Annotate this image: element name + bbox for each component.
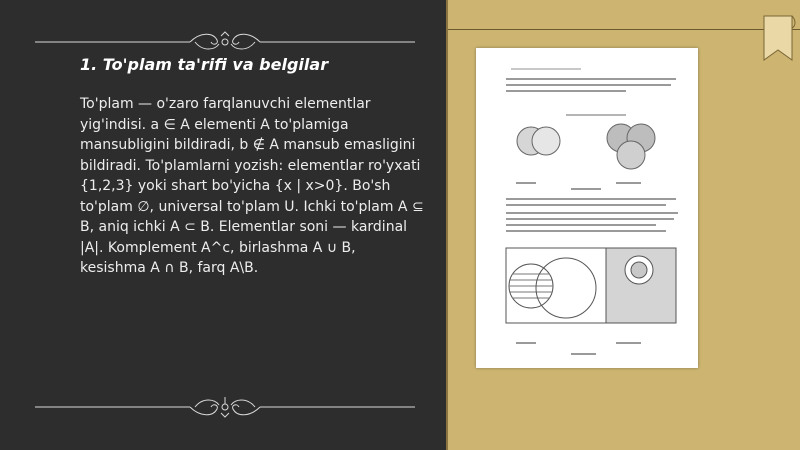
slide-title: 1. To'plam ta'rifi va belgilar xyxy=(80,55,329,74)
document-figure xyxy=(476,48,698,368)
header-rule xyxy=(448,29,800,30)
document-page-image xyxy=(476,48,698,368)
bottom-ornament-icon xyxy=(35,395,415,419)
page-ribbon-icon xyxy=(760,14,796,64)
top-ornament-icon xyxy=(35,30,415,54)
slide-body-text: To'plam — o'zaro farqlanuvchi elementlar yig'indisi. a ∈ A elementi A to'plamiga mansubligini bildiradi, b ∉ A mansub emasligini bildiradi. To'plamlarni yozish: elementlar ro'yxati {1,2,3} yoki shart bo'yicha {x | x>0}. Bo'sh to'plam ∅, universal to'plam U. Ichki to'plam A ⊆ B, aniq ichki A ⊂ B. Elementlar soni — kardinal |A|. Komplement A^c, birlashma A ∪ B, kesishma A ∩ B, farq A\B. xyxy=(80,96,424,276)
